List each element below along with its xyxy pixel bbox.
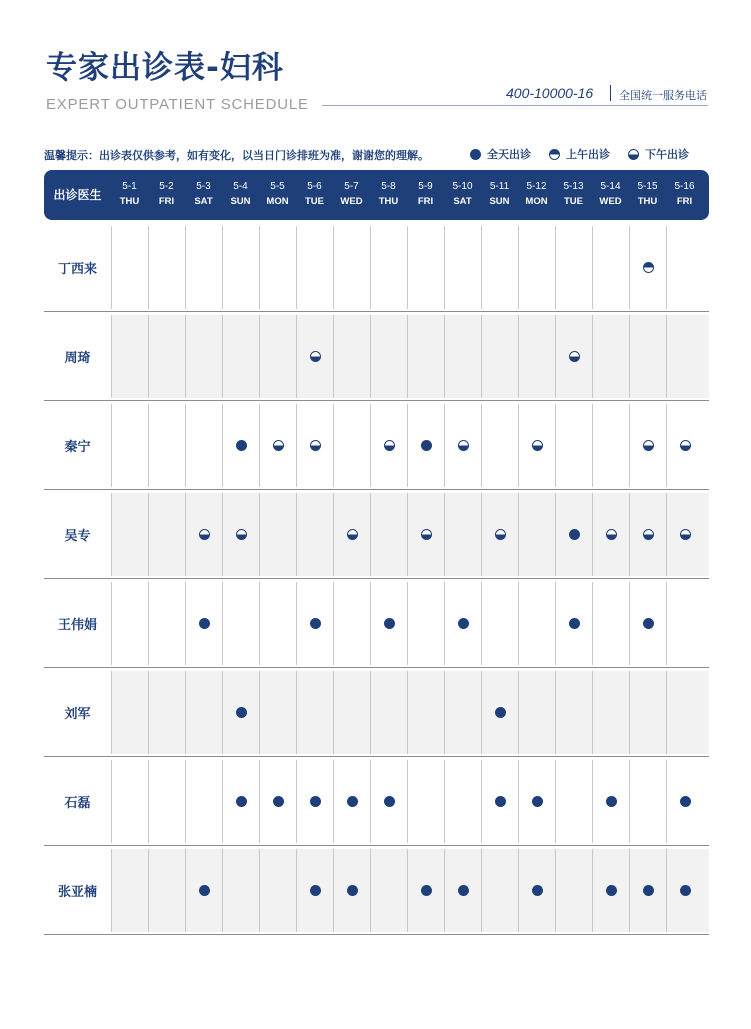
schedule-cell bbox=[518, 582, 555, 665]
day-weekday: TUE bbox=[305, 196, 324, 207]
schedule-cell bbox=[555, 849, 592, 932]
day-date: 5-11 bbox=[489, 181, 510, 192]
schedule-cell bbox=[444, 671, 481, 754]
schedule-cell bbox=[148, 315, 185, 398]
schedule-cells bbox=[111, 315, 709, 398]
schedule-cell bbox=[666, 671, 703, 754]
schedule-cell bbox=[333, 671, 370, 754]
full-day-icon bbox=[532, 885, 543, 896]
afternoon-icon bbox=[421, 529, 432, 540]
full-day-icon bbox=[569, 618, 580, 629]
schedule-cell bbox=[148, 849, 185, 932]
full-day-icon bbox=[310, 885, 321, 896]
schedule-cell bbox=[481, 493, 518, 576]
schedule-cell bbox=[407, 582, 444, 665]
schedule-cell bbox=[592, 493, 629, 576]
schedule-cells bbox=[111, 404, 709, 487]
full-day-icon bbox=[384, 618, 395, 629]
full-day-icon bbox=[384, 796, 395, 807]
doctor-name: 张亚楠 bbox=[57, 885, 97, 900]
day-column-header bbox=[481, 170, 518, 220]
schedule-cell bbox=[592, 582, 629, 665]
day-date: 5-10 bbox=[452, 181, 473, 192]
schedule-cell bbox=[555, 404, 592, 487]
schedule-cell bbox=[185, 671, 222, 754]
schedule-cell bbox=[333, 760, 370, 843]
afternoon-icon bbox=[199, 529, 210, 540]
schedule-cell bbox=[259, 226, 296, 309]
schedule-cell bbox=[629, 671, 666, 754]
schedule-cell bbox=[629, 315, 666, 398]
schedule-cell bbox=[111, 315, 148, 398]
schedule-cell bbox=[296, 315, 333, 398]
day-column-header bbox=[518, 170, 555, 220]
schedule-cell bbox=[666, 404, 703, 487]
schedule-cell bbox=[666, 315, 703, 398]
afternoon-icon bbox=[532, 440, 543, 451]
schedule-cells bbox=[111, 849, 709, 932]
day-weekday: THU bbox=[378, 196, 399, 207]
day-date: 5-15 bbox=[637, 181, 658, 192]
schedule-cell bbox=[592, 760, 629, 843]
day-weekday: FRI bbox=[676, 196, 693, 207]
schedule-cell bbox=[333, 404, 370, 487]
schedule-cell bbox=[592, 226, 629, 309]
schedule-cell bbox=[629, 404, 666, 487]
schedule-cell bbox=[481, 226, 518, 309]
afternoon-icon bbox=[236, 529, 247, 540]
schedule-cell bbox=[481, 404, 518, 487]
schedule-cell bbox=[666, 582, 703, 665]
day-date: 5-14 bbox=[600, 181, 621, 192]
day-date: 5-8 bbox=[381, 181, 396, 192]
notice-text: 温馨提示：出诊表仅供参考，如有变化，以当日门诊排班为准，谢谢您的理解。 bbox=[44, 149, 429, 162]
schedule-cell bbox=[481, 849, 518, 932]
schedule-cell bbox=[222, 849, 259, 932]
schedule-cell bbox=[555, 671, 592, 754]
schedule-cell bbox=[481, 671, 518, 754]
full-day-icon bbox=[680, 796, 691, 807]
schedule-cell bbox=[148, 493, 185, 576]
schedule-cell bbox=[259, 849, 296, 932]
schedule-cell bbox=[148, 404, 185, 487]
morning-icon bbox=[643, 262, 654, 273]
schedule-cell bbox=[629, 849, 666, 932]
schedule-cell bbox=[370, 404, 407, 487]
schedule-cell bbox=[444, 315, 481, 398]
schedule-cell bbox=[518, 404, 555, 487]
schedule-cell bbox=[185, 226, 222, 309]
schedule-cell bbox=[259, 493, 296, 576]
schedule-cell bbox=[518, 226, 555, 309]
schedule-cell bbox=[296, 849, 333, 932]
day-column-header bbox=[666, 170, 703, 220]
afternoon-icon bbox=[680, 440, 691, 451]
page-subtitle: EXPERT OUTPATIENT SCHEDULE bbox=[46, 96, 309, 113]
day-weekday: WED bbox=[599, 196, 622, 207]
full-day-icon bbox=[199, 885, 210, 896]
schedule-cell bbox=[296, 493, 333, 576]
schedule-cells bbox=[111, 226, 709, 309]
schedule-cell bbox=[185, 849, 222, 932]
schedule-cell bbox=[148, 226, 185, 309]
day-date: 5-9 bbox=[418, 181, 433, 192]
day-weekday: SUN bbox=[230, 196, 251, 207]
day-column-header bbox=[370, 170, 407, 220]
schedule-cell bbox=[111, 493, 148, 576]
full-day-icon bbox=[643, 618, 654, 629]
schedule-cell bbox=[222, 671, 259, 754]
day-column-header bbox=[333, 170, 370, 220]
schedule-cell bbox=[592, 315, 629, 398]
schedule-cell bbox=[518, 315, 555, 398]
afternoon-icon bbox=[458, 440, 469, 451]
schedule-cell bbox=[333, 849, 370, 932]
schedule-cell bbox=[407, 493, 444, 576]
row-divider bbox=[44, 934, 709, 935]
legend-full bbox=[470, 146, 531, 162]
full-day-icon bbox=[310, 796, 321, 807]
doctor-name: 丁西来 bbox=[57, 262, 97, 277]
schedule-cell bbox=[296, 582, 333, 665]
schedule-cell bbox=[222, 315, 259, 398]
schedule-cell bbox=[518, 493, 555, 576]
schedule-cell bbox=[111, 849, 148, 932]
schedule-cell bbox=[444, 760, 481, 843]
schedule-cell bbox=[259, 760, 296, 843]
doctor-row bbox=[44, 582, 709, 665]
schedule-cell bbox=[407, 671, 444, 754]
schedule-cell bbox=[259, 404, 296, 487]
day-column-header bbox=[592, 170, 629, 220]
doctor-name: 王伟娟 bbox=[57, 618, 97, 633]
day-weekday: SAT bbox=[453, 196, 472, 207]
schedule-cell bbox=[481, 582, 518, 665]
full-day-icon bbox=[347, 885, 358, 896]
full-day-icon bbox=[606, 885, 617, 896]
schedule-cell bbox=[555, 493, 592, 576]
schedule-cell bbox=[407, 315, 444, 398]
schedule-header bbox=[44, 170, 709, 220]
schedule-cell bbox=[555, 226, 592, 309]
full-day-icon bbox=[606, 796, 617, 807]
schedule-cell bbox=[111, 582, 148, 665]
schedule-cell bbox=[370, 315, 407, 398]
day-column-header bbox=[222, 170, 259, 220]
day-column-header bbox=[555, 170, 592, 220]
hotline-number: 400-10000-16 bbox=[506, 85, 594, 101]
schedule-cell bbox=[370, 849, 407, 932]
full-day-icon bbox=[199, 618, 210, 629]
page-title: 专家出诊表-妇科 bbox=[46, 50, 284, 86]
row-divider bbox=[44, 400, 709, 401]
schedule-cell bbox=[296, 671, 333, 754]
doctor-row bbox=[44, 404, 709, 487]
schedule-cell bbox=[296, 226, 333, 309]
day-date: 5-3 bbox=[196, 181, 211, 192]
full-day-icon bbox=[236, 440, 247, 451]
schedule-cell bbox=[629, 226, 666, 309]
legend-label: 全天出诊 bbox=[487, 148, 531, 161]
schedule-cell bbox=[185, 493, 222, 576]
full-day-icon bbox=[532, 796, 543, 807]
schedule-cell bbox=[555, 760, 592, 843]
legend-am bbox=[549, 146, 610, 162]
doctor-name: 周琦 bbox=[64, 351, 91, 366]
schedule-cell bbox=[555, 582, 592, 665]
schedule-cell bbox=[333, 493, 370, 576]
schedule-cell bbox=[222, 226, 259, 309]
legend-pm bbox=[628, 146, 689, 162]
schedule-cell bbox=[185, 315, 222, 398]
schedule-cell bbox=[148, 582, 185, 665]
full-day-icon bbox=[236, 796, 247, 807]
afternoon-icon bbox=[643, 529, 654, 540]
afternoon-icon bbox=[273, 440, 284, 451]
schedule-cell bbox=[111, 226, 148, 309]
schedule-cell bbox=[629, 582, 666, 665]
schedule-cell bbox=[111, 404, 148, 487]
schedule-cell bbox=[111, 760, 148, 843]
afternoon-icon bbox=[310, 351, 321, 362]
full-day-icon bbox=[643, 885, 654, 896]
schedule-cell bbox=[444, 226, 481, 309]
schedule-cells bbox=[111, 760, 709, 843]
doctor-name: 刘军 bbox=[64, 707, 91, 722]
day-column-header bbox=[259, 170, 296, 220]
day-column-header bbox=[407, 170, 444, 220]
day-weekday: FRI bbox=[158, 196, 175, 207]
day-date: 5-1 bbox=[122, 181, 137, 192]
schedule-cell bbox=[370, 226, 407, 309]
hotline-separator bbox=[610, 85, 611, 101]
full-day-icon bbox=[680, 885, 691, 896]
schedule-cell bbox=[407, 226, 444, 309]
schedule-cell bbox=[259, 582, 296, 665]
schedule-cell bbox=[666, 226, 703, 309]
schedule-cell bbox=[222, 582, 259, 665]
schedule-cell bbox=[370, 671, 407, 754]
row-divider bbox=[44, 756, 709, 757]
full-day-icon bbox=[421, 885, 432, 896]
schedule-cells bbox=[111, 582, 709, 665]
full-day-icon bbox=[470, 149, 481, 160]
afternoon-icon bbox=[347, 529, 358, 540]
schedule-cell bbox=[444, 493, 481, 576]
schedule-cell bbox=[407, 849, 444, 932]
schedule-cell bbox=[185, 404, 222, 487]
day-date: 5-4 bbox=[233, 181, 248, 192]
day-date: 5-5 bbox=[270, 181, 285, 192]
day-date: 5-13 bbox=[563, 181, 584, 192]
legend-label: 下午出诊 bbox=[645, 148, 689, 161]
day-weekday: THU bbox=[637, 196, 658, 207]
full-day-icon bbox=[236, 707, 247, 718]
day-date: 5-6 bbox=[307, 181, 322, 192]
schedule-cell bbox=[333, 226, 370, 309]
row-divider bbox=[44, 311, 709, 312]
schedule-cell bbox=[222, 404, 259, 487]
schedule-cell bbox=[555, 315, 592, 398]
day-weekday: SAT bbox=[194, 196, 213, 207]
schedule-cell bbox=[666, 493, 703, 576]
day-column-header bbox=[111, 170, 148, 220]
schedule-cell bbox=[222, 760, 259, 843]
full-day-icon bbox=[421, 440, 432, 451]
day-weekday: THU bbox=[119, 196, 140, 207]
day-weekday: MON bbox=[525, 196, 548, 207]
doctor-name: 吴专 bbox=[64, 529, 91, 544]
day-weekday: WED bbox=[340, 196, 363, 207]
full-day-icon bbox=[458, 885, 469, 896]
schedule-cell bbox=[518, 849, 555, 932]
schedule-cell bbox=[666, 760, 703, 843]
doctor-name: 秦宁 bbox=[64, 440, 91, 455]
day-date: 5-7 bbox=[344, 181, 359, 192]
full-day-icon bbox=[347, 796, 358, 807]
schedule-cell bbox=[333, 315, 370, 398]
schedule-cell bbox=[259, 671, 296, 754]
doctor-row bbox=[44, 849, 709, 932]
afternoon-icon bbox=[643, 440, 654, 451]
legend-label: 上午出诊 bbox=[566, 148, 610, 161]
day-weekday: MON bbox=[266, 196, 289, 207]
full-day-icon bbox=[495, 707, 506, 718]
day-weekday: SUN bbox=[489, 196, 510, 207]
afternoon-icon bbox=[310, 440, 321, 451]
schedule-cell bbox=[518, 760, 555, 843]
doctor-row bbox=[44, 760, 709, 843]
hotline-label: 全国统一服务电话 bbox=[619, 89, 707, 102]
schedule-cell bbox=[296, 404, 333, 487]
schedule-cell bbox=[629, 493, 666, 576]
schedule-cell bbox=[370, 760, 407, 843]
schedule-cell bbox=[518, 671, 555, 754]
day-weekday: TUE bbox=[564, 196, 583, 207]
afternoon-icon bbox=[680, 529, 691, 540]
day-date: 5-12 bbox=[526, 181, 547, 192]
doctor-row bbox=[44, 226, 709, 309]
day-date: 5-16 bbox=[674, 181, 695, 192]
schedule-cell bbox=[481, 760, 518, 843]
schedule-cell bbox=[444, 849, 481, 932]
schedule-cell bbox=[370, 493, 407, 576]
afternoon-icon bbox=[495, 529, 506, 540]
full-day-icon bbox=[495, 796, 506, 807]
day-date: 5-2 bbox=[159, 181, 174, 192]
schedule-cells bbox=[111, 671, 709, 754]
schedule-cell bbox=[111, 671, 148, 754]
doctor-row bbox=[44, 671, 709, 754]
afternoon-icon bbox=[606, 529, 617, 540]
afternoon-icon bbox=[569, 351, 580, 362]
row-divider bbox=[44, 667, 709, 668]
doctor-row bbox=[44, 315, 709, 398]
afternoon-icon bbox=[628, 149, 639, 160]
day-column-header bbox=[296, 170, 333, 220]
schedule-cell bbox=[222, 493, 259, 576]
schedule-cell bbox=[407, 760, 444, 843]
full-day-icon bbox=[569, 529, 580, 540]
schedule-cell bbox=[259, 315, 296, 398]
schedule-cell bbox=[629, 760, 666, 843]
row-divider bbox=[44, 489, 709, 490]
schedule-cell bbox=[592, 671, 629, 754]
schedule-cell bbox=[444, 404, 481, 487]
day-column-header bbox=[185, 170, 222, 220]
schedule-cell bbox=[407, 404, 444, 487]
schedule-cell bbox=[370, 582, 407, 665]
full-day-icon bbox=[273, 796, 284, 807]
schedule-cell bbox=[148, 760, 185, 843]
schedule-cell bbox=[185, 760, 222, 843]
row-divider bbox=[44, 845, 709, 846]
doctor-column-header: 出诊医生 bbox=[53, 188, 102, 202]
morning-icon bbox=[549, 149, 560, 160]
doctor-row bbox=[44, 493, 709, 576]
full-day-icon bbox=[458, 618, 469, 629]
afternoon-icon bbox=[384, 440, 395, 451]
schedule-cells bbox=[111, 493, 709, 576]
schedule-cell bbox=[185, 582, 222, 665]
day-column-header bbox=[444, 170, 481, 220]
schedule-cell bbox=[296, 760, 333, 843]
schedule-cell bbox=[444, 582, 481, 665]
divider bbox=[322, 105, 708, 106]
full-day-icon bbox=[310, 618, 321, 629]
schedule-cell bbox=[666, 849, 703, 932]
schedule-cell bbox=[481, 315, 518, 398]
schedule-cell bbox=[333, 582, 370, 665]
schedule-cell bbox=[592, 849, 629, 932]
day-weekday: FRI bbox=[417, 196, 434, 207]
schedule-cell bbox=[592, 404, 629, 487]
day-column-header bbox=[148, 170, 185, 220]
schedule-cell bbox=[148, 671, 185, 754]
doctor-name: 石磊 bbox=[64, 796, 91, 811]
row-divider bbox=[44, 578, 709, 579]
day-column-header bbox=[629, 170, 666, 220]
